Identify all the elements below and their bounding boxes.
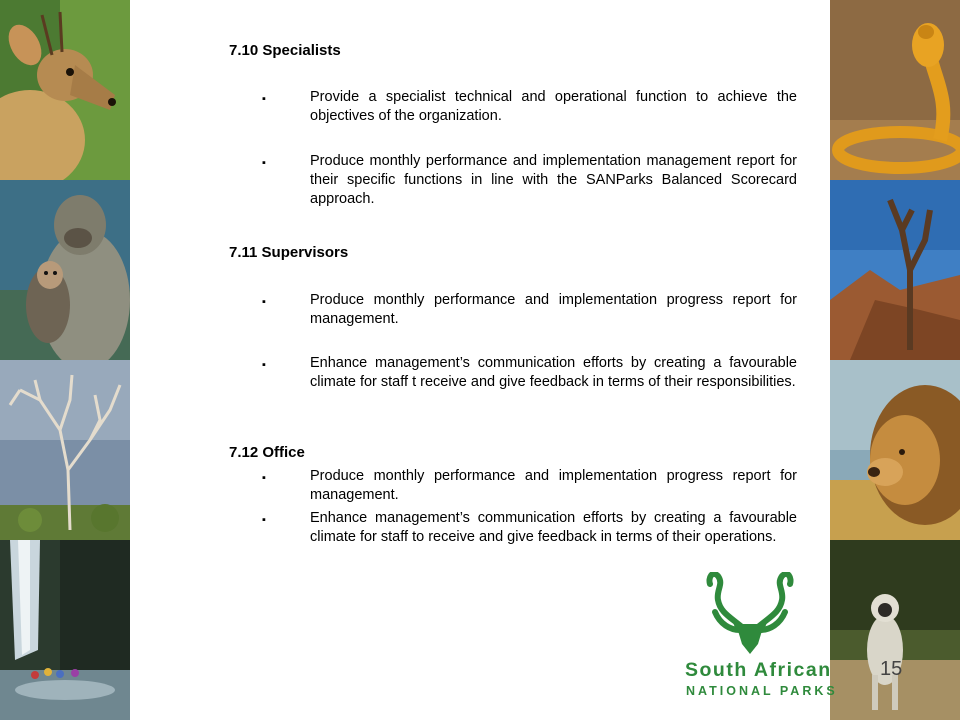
list-item: Enhance management’s communication efforts by creating a favourable climate for staff t receive and give feedback in terms of their responsibilities. (310, 355, 797, 390)
bullet-icon: ▪ (262, 93, 266, 105)
section-heading-specialists: 7.10 Specialists (229, 42, 341, 59)
logo-text-line1: South African (685, 659, 832, 681)
bullet-icon: ▪ (262, 296, 266, 308)
bullet-icon: ▪ (262, 514, 266, 526)
list-item: Enhance management’s communication efforts by creating a favourable climate for staff to receive and give feedback in terms of their operations. (310, 510, 797, 545)
list-item: Provide a specialist technical and operational function to achieve the objectives of the organization. (310, 89, 797, 124)
list-item: Produce monthly performance and implementation progress report for management. (310, 468, 797, 503)
section-heading-office: 7.12 Office (229, 444, 305, 461)
logo-text-line2: NATIONAL PARKS (686, 684, 838, 698)
list-item: Produce monthly performance and implementation management report for their specific functions in line with the SANParks Balanced Scorecard approach. (310, 153, 797, 207)
bullet-icon: ▪ (262, 472, 266, 484)
kudu-icon (680, 572, 820, 657)
page-number: 15 (880, 658, 903, 680)
sanparks-logo (680, 572, 838, 712)
bullet-icon: ▪ (262, 157, 266, 169)
list-item: Produce monthly performance and implementation progress report for management. (310, 292, 797, 327)
bullet-icon: ▪ (262, 359, 266, 371)
section-heading-supervisors: 7.11 Supervisors (229, 244, 349, 261)
